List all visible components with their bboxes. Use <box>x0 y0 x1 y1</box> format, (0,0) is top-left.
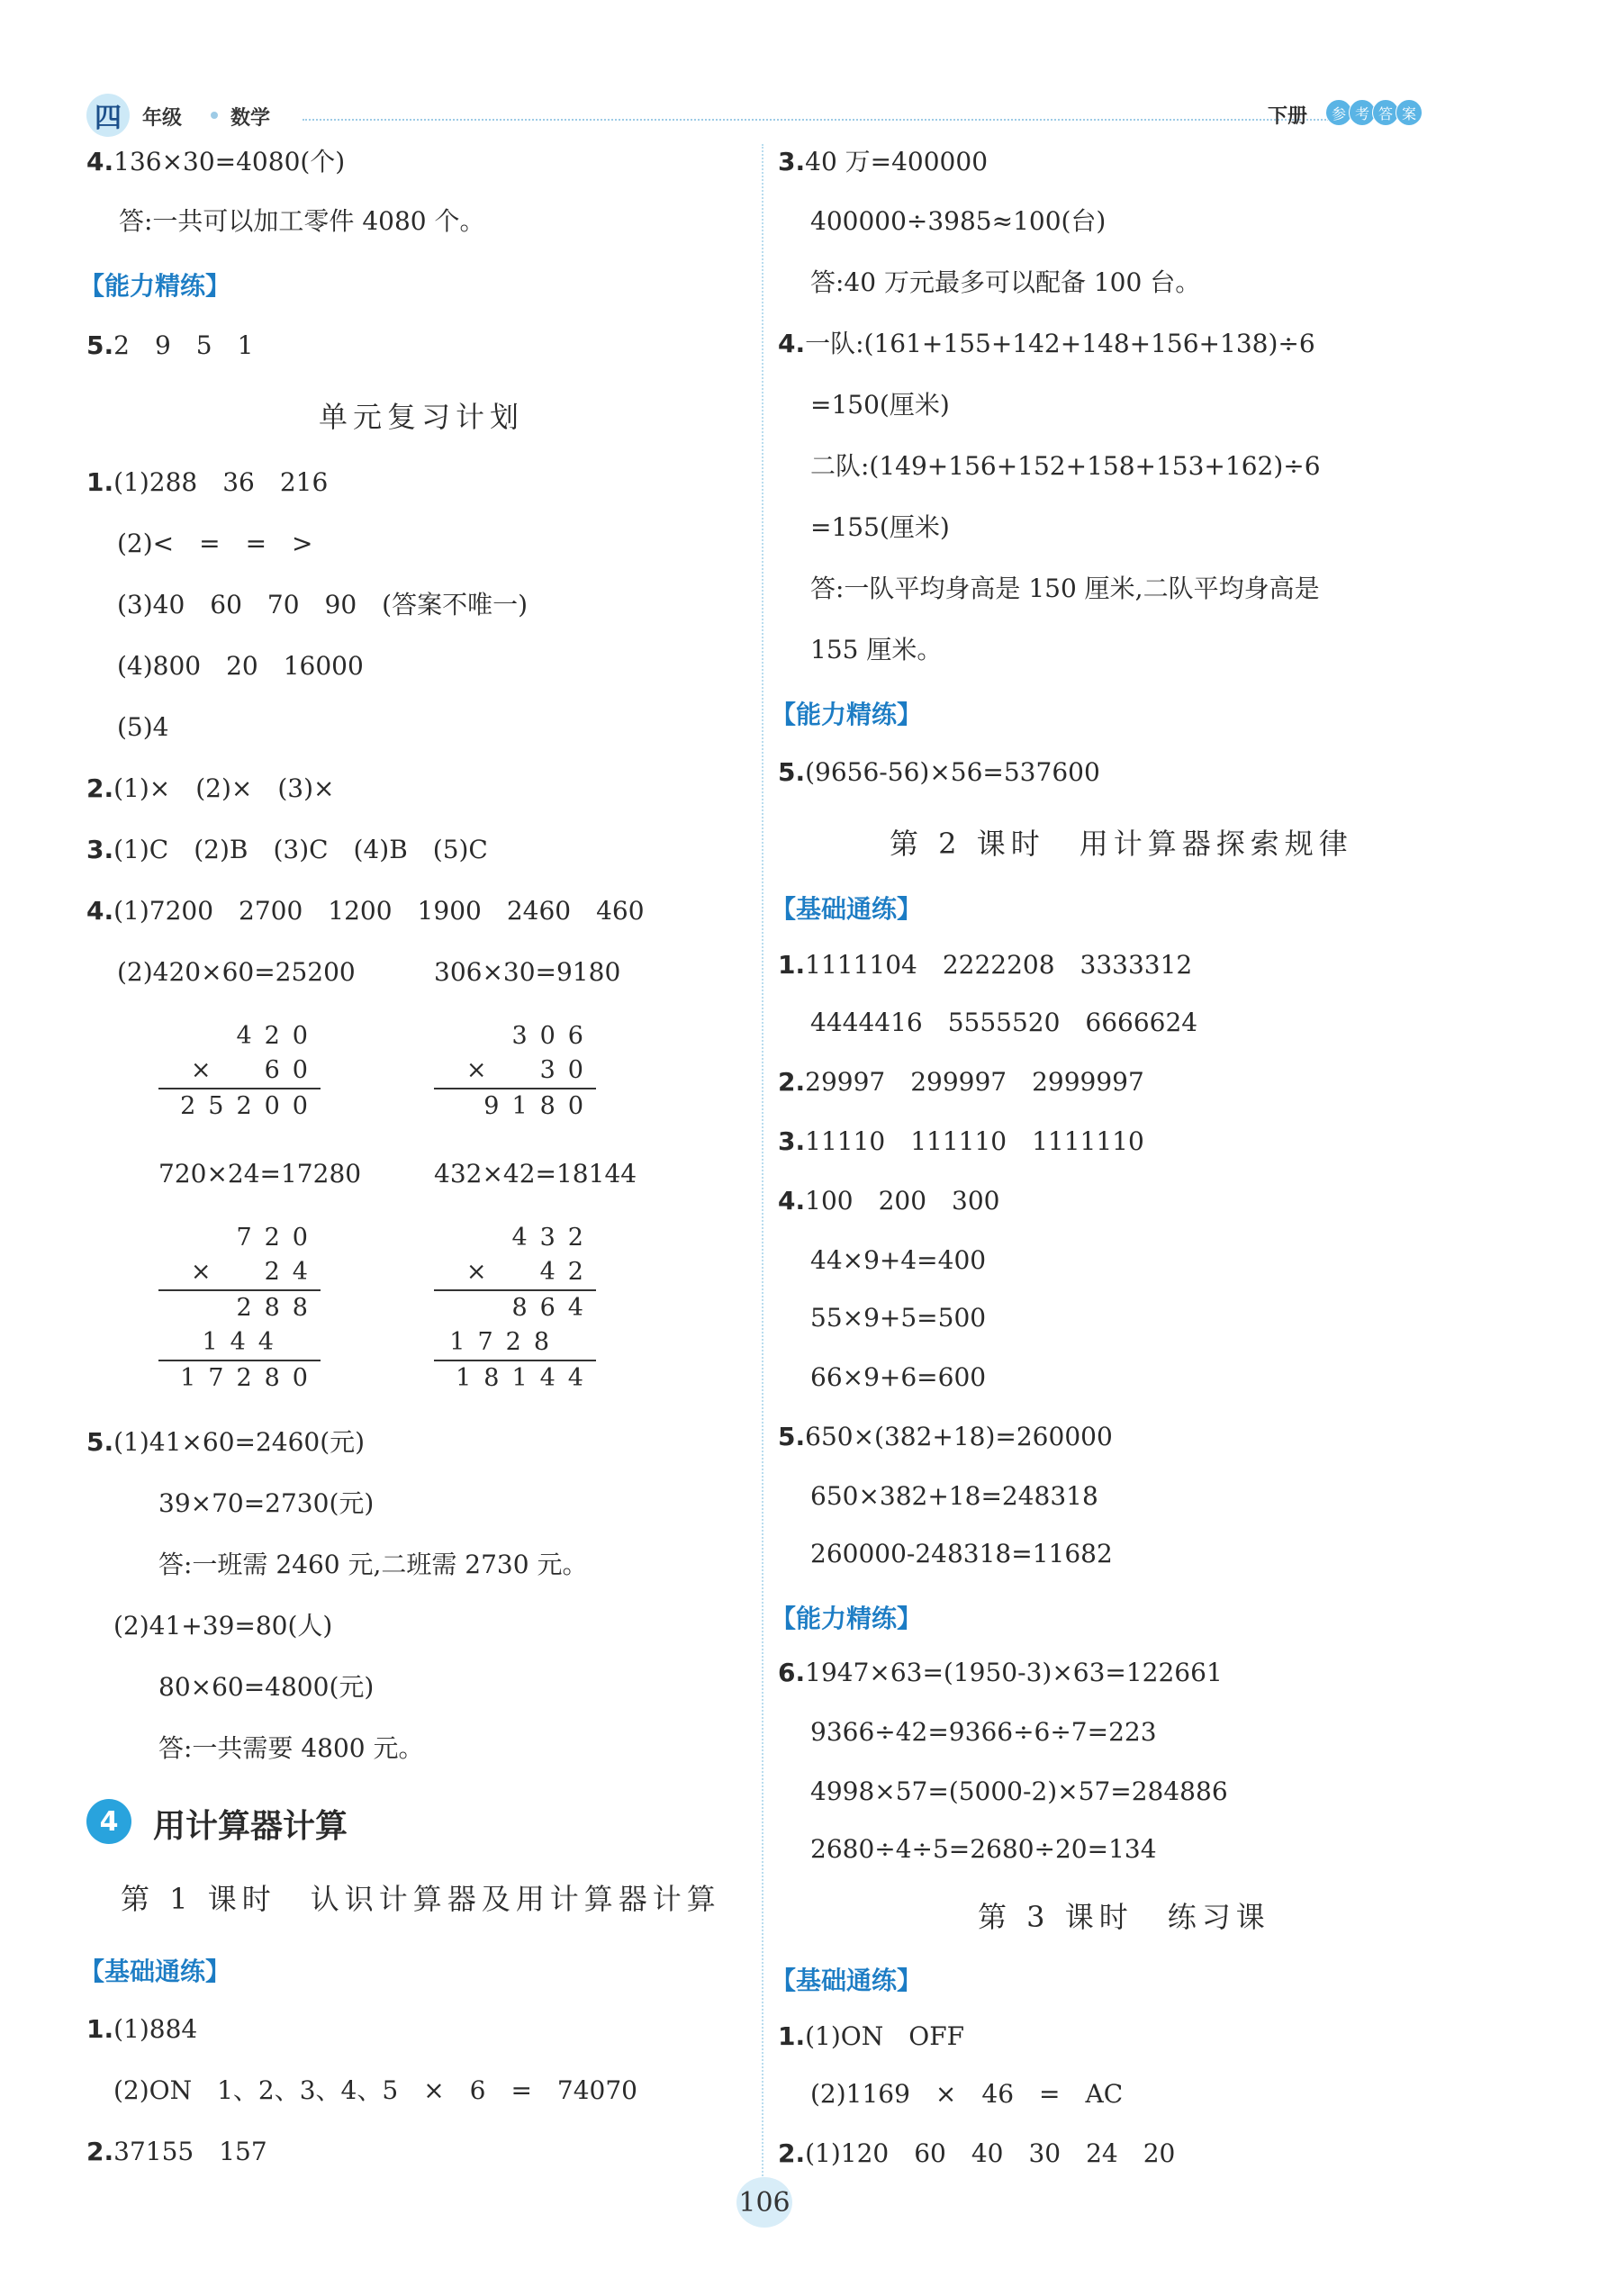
answer-line: 4.一队:(161+155+142+148+156+138)÷6 <box>778 329 1315 358</box>
multiplier: × 60 <box>190 1056 321 1084</box>
page-header <box>86 94 1419 140</box>
vertical-multiplication <box>434 1221 596 1396</box>
subject-label: 数学 <box>230 107 271 130</box>
answer-line: (2)< = = > <box>117 529 313 558</box>
answer-line: (4)800 20 16000 <box>117 651 364 681</box>
answer-line: 2.(1)120 60 40 30 24 20 <box>778 2138 1176 2168</box>
page-number: 106 <box>736 2177 792 2228</box>
answer-line: 4998×57=(5000-2)×57=284886 <box>810 1776 1228 1806</box>
answer-line: 二队:(149+156+152+158+153+162)÷6 <box>810 451 1321 481</box>
answer-line: 4.100 200 300 <box>778 1186 1000 1216</box>
answer-line: 650×382+18=248318 <box>810 1481 1098 1511</box>
answer-line: =155(厘米) <box>810 512 950 542</box>
answer-line: 答:一共需要 4800 元。 <box>158 1733 424 1763</box>
partial-product: 864 <box>434 1289 596 1325</box>
vertical-multiplication <box>158 1019 321 1124</box>
answer-line: 2680÷4÷5=2680÷20=134 <box>810 1834 1157 1864</box>
answer-line: (2)ON 1、2、3、4、5 × 6 = 74070 <box>113 2075 637 2105</box>
answer-key-badge <box>1325 99 1419 126</box>
volume-label: 下册 <box>1268 105 1308 128</box>
answer-line: 5.2 9 5 1 <box>86 330 254 360</box>
section-tag: 【能力精练】 <box>771 700 923 729</box>
multiplicand: 420 <box>236 1022 321 1050</box>
answer-line: (3)40 60 70 90 (答案不唯一) <box>117 590 528 619</box>
answer-line: 720×24=17280 <box>158 1159 362 1189</box>
answer-line: 1.1111104 2222208 3333312 <box>778 950 1193 980</box>
answer-line: 44×9+4=400 <box>810 1245 987 1275</box>
column-divider <box>762 144 763 2197</box>
grade-badge: 四 <box>86 94 130 137</box>
vertical-multiplication <box>158 1221 321 1396</box>
partial-product: 1728 <box>449 1328 562 1356</box>
answer-line: (2)1169 × 46 = AC <box>810 2079 1124 2109</box>
answer-line: 3.(1)C (2)B (3)C (4)B (5)C <box>86 835 488 864</box>
header-divider <box>303 119 1329 121</box>
answer-line: 答:一队平均身高是 150 厘米,二队平均身高是 <box>810 574 1320 603</box>
answer-line: 55×9+5=500 <box>810 1303 987 1333</box>
partial-product: 144 <box>202 1328 286 1356</box>
answer-line: 400000÷3985≈100(台) <box>810 206 1107 236</box>
multiplicand: 306 <box>511 1022 596 1050</box>
lesson-heading: 第 3 课时 练习课 <box>978 1900 1270 1934</box>
multiplier: × 24 <box>190 1258 321 1286</box>
badge-char: 参 <box>1325 99 1352 126</box>
answer-line: 1.(1)ON OFF <box>778 2021 965 2051</box>
section-tag: 【基础通练】 <box>771 894 923 924</box>
answer-line: (5)4 <box>117 712 169 742</box>
answer-line: 80×60=4800(元) <box>158 1672 375 1702</box>
answer-line: 1.(1)884 <box>86 2014 198 2044</box>
answer-line: 432×42=18144 <box>434 1159 637 1189</box>
answer-line: (2)420×60=25200 <box>117 957 356 987</box>
lesson-heading: 第 2 课时 用计算器探索规律 <box>890 827 1353 861</box>
partial-product: 288 <box>158 1289 321 1325</box>
answer-line: 2.37155 157 <box>86 2137 267 2166</box>
answer-line: 306×30=9180 <box>434 957 621 987</box>
section-tag: 【基础通练】 <box>79 1957 231 1986</box>
answer-line: 3.11110 111110 1111110 <box>778 1126 1144 1156</box>
section-tag: 【能力精练】 <box>79 271 231 301</box>
review-heading: 单元复习计划 <box>319 400 525 434</box>
multiplicand: 720 <box>236 1224 321 1252</box>
product: 9180 <box>434 1088 596 1124</box>
answer-line: 6.1947×63=(1950-3)×63=122661 <box>778 1658 1223 1687</box>
answer-line: 2.29997 299997 2999997 <box>778 1067 1144 1097</box>
answer-line: 39×70=2730(元) <box>158 1488 375 1518</box>
answer-line: 3.40 万=400000 <box>778 147 989 176</box>
answer-line: (2)41+39=80(人) <box>113 1611 333 1641</box>
chapter-title: 用计算器计算 <box>153 1808 348 1845</box>
vertical-multiplication <box>434 1019 596 1124</box>
answer-line: 2.(1)× (2)× (3)× <box>86 773 335 803</box>
product: 18144 <box>434 1360 596 1396</box>
answer-line: 155 厘米。 <box>810 635 943 664</box>
answer-line: =150(厘米) <box>810 390 950 420</box>
section-tag: 【基础通练】 <box>771 1966 923 1995</box>
answer-line: 答:40 万元最多可以配备 100 台。 <box>810 267 1201 297</box>
lesson-heading: 第 1 课时 认识计算器及用计算器计算 <box>121 1882 721 1916</box>
multiplier: × 30 <box>465 1056 596 1084</box>
multiplier: × 42 <box>465 1258 596 1286</box>
section-tag: 【能力精练】 <box>771 1604 923 1633</box>
answer-line: 5.650×(382+18)=260000 <box>778 1422 1113 1451</box>
multiplicand: 432 <box>511 1224 596 1252</box>
product: 17280 <box>158 1360 321 1396</box>
badge-char: 答 <box>1372 99 1399 126</box>
separator-dot-icon <box>211 112 218 119</box>
answer-line: 4.(1)7200 2700 1200 1900 2460 460 <box>86 896 645 926</box>
answer-line: 4444416 5555520 6666624 <box>810 1008 1198 1037</box>
answer-line: 答:一共可以加工零件 4080 个。 <box>119 206 485 236</box>
badge-char: 案 <box>1396 99 1423 126</box>
product: 25200 <box>158 1088 321 1124</box>
answer-line: 答:一班需 2460 元,二班需 2730 元。 <box>158 1550 588 1579</box>
answer-line: 5.(9656-56)×56=537600 <box>778 757 1100 787</box>
answer-line: 4.136×30=4080(个) <box>86 147 346 176</box>
answer-line: 260000-248318=11682 <box>810 1539 1113 1568</box>
grade-label: 年级 <box>142 107 183 130</box>
answer-line: 1.(1)288 36 216 <box>86 467 329 497</box>
answer-line: 9366÷42=9366÷6÷7=223 <box>810 1717 1157 1747</box>
answer-line: 5.(1)41×60=2460(元) <box>86 1427 366 1457</box>
chapter-number-badge: 4 <box>86 1799 131 1844</box>
answer-line: 66×9+6=600 <box>810 1362 987 1392</box>
badge-char: 考 <box>1349 99 1376 126</box>
